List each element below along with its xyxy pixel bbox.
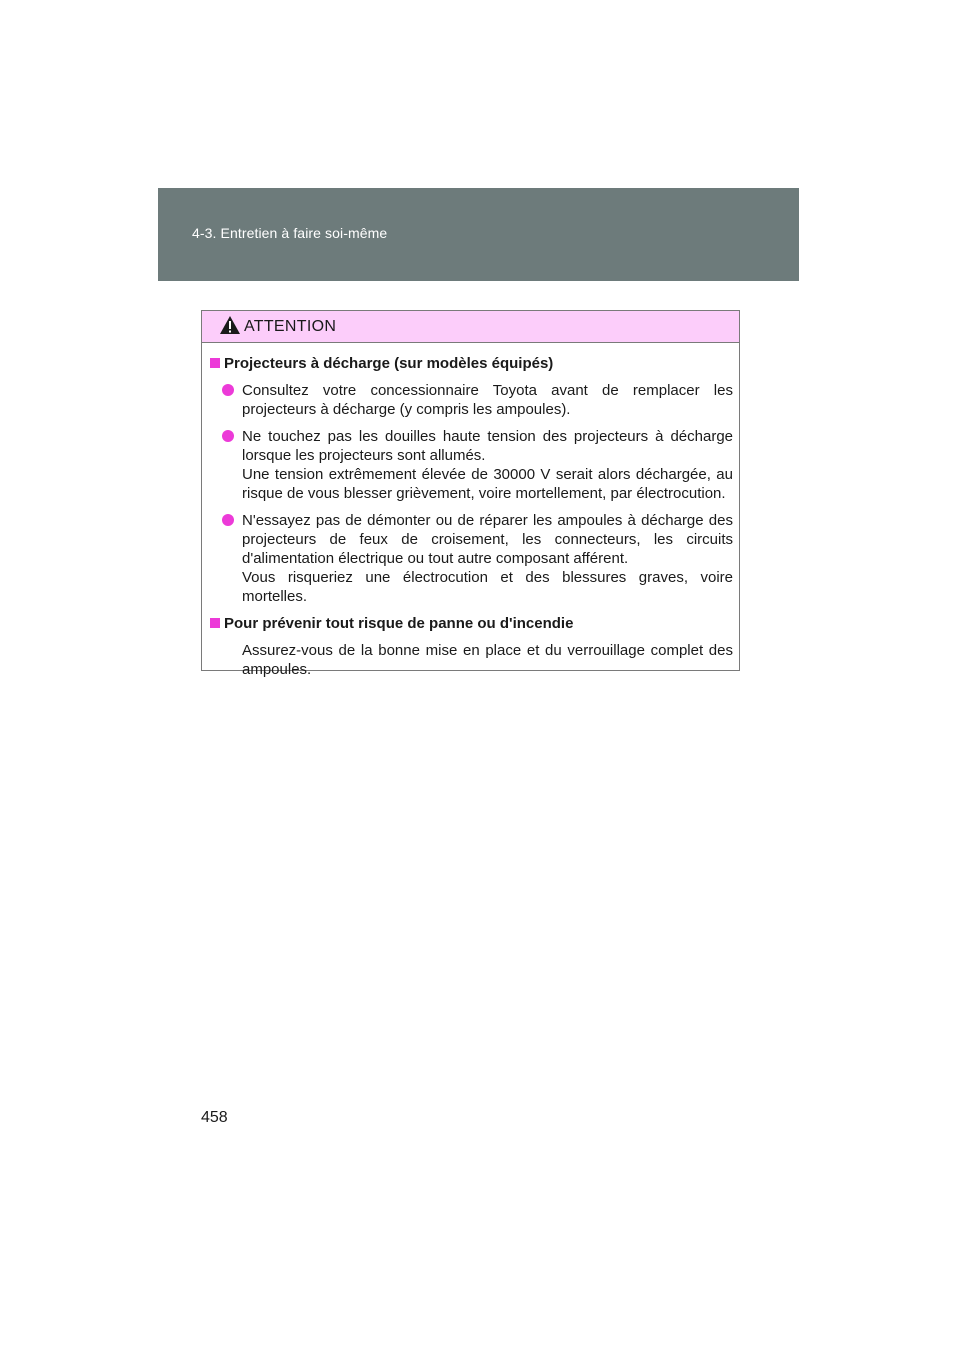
circle-bullet-icon xyxy=(222,514,234,526)
item-paragraph: Ne touchez pas les douilles haute tension des projecteurs à décharge lorsque les projecteurs sont allumés. xyxy=(242,428,733,464)
list-item xyxy=(218,511,733,606)
item-paragraph: N'essayez pas de démonter ou de réparer les ampoules à décharge des projecteurs de feux de croisement, les connecteurs, les circuits d'alimentation électrique ou tout autre composant afférent. xyxy=(242,512,733,567)
caution-body xyxy=(202,343,739,679)
section-heading-text: Projecteurs à décharge (sur modèles équipés) xyxy=(224,355,554,372)
warning-triangle-icon xyxy=(219,315,241,335)
item-paragraph: Vous risqueriez une électrocution et des blessures graves, voire mortelles. xyxy=(242,569,733,605)
item-paragraph: Consultez votre concessionnaire Toyota avant de remplacer les projecteurs à décharge (y compris les ampoules). xyxy=(242,382,733,418)
caution-box xyxy=(201,310,740,678)
page-number: 458 xyxy=(201,1109,228,1126)
caution-header xyxy=(202,311,739,343)
section-heading xyxy=(210,614,733,633)
section-heading-text: Pour prévenir tout risque de panne ou d'incendie xyxy=(224,615,574,632)
section-heading xyxy=(210,354,733,373)
section-paragraph: Assurez-vous de la bonne mise en place et du verrouillage complet des ampoules. xyxy=(242,642,733,678)
square-bullet-icon xyxy=(210,358,220,368)
section-text xyxy=(242,641,733,679)
list-item xyxy=(218,427,733,503)
section-header-bar xyxy=(158,188,799,281)
list-item xyxy=(218,381,733,419)
circle-bullet-icon xyxy=(222,430,234,442)
section-title: 4-3. Entretien à faire soi-même xyxy=(192,225,388,241)
circle-bullet-icon xyxy=(222,384,234,396)
item-paragraph: Une tension extrêmement élevée de 30000 V serait alors déchargée, au risque de vous blesser grièvement, voire mortellement, par électrocution. xyxy=(242,466,733,502)
caution-label: ATTENTION xyxy=(244,318,337,335)
square-bullet-icon xyxy=(210,618,220,628)
